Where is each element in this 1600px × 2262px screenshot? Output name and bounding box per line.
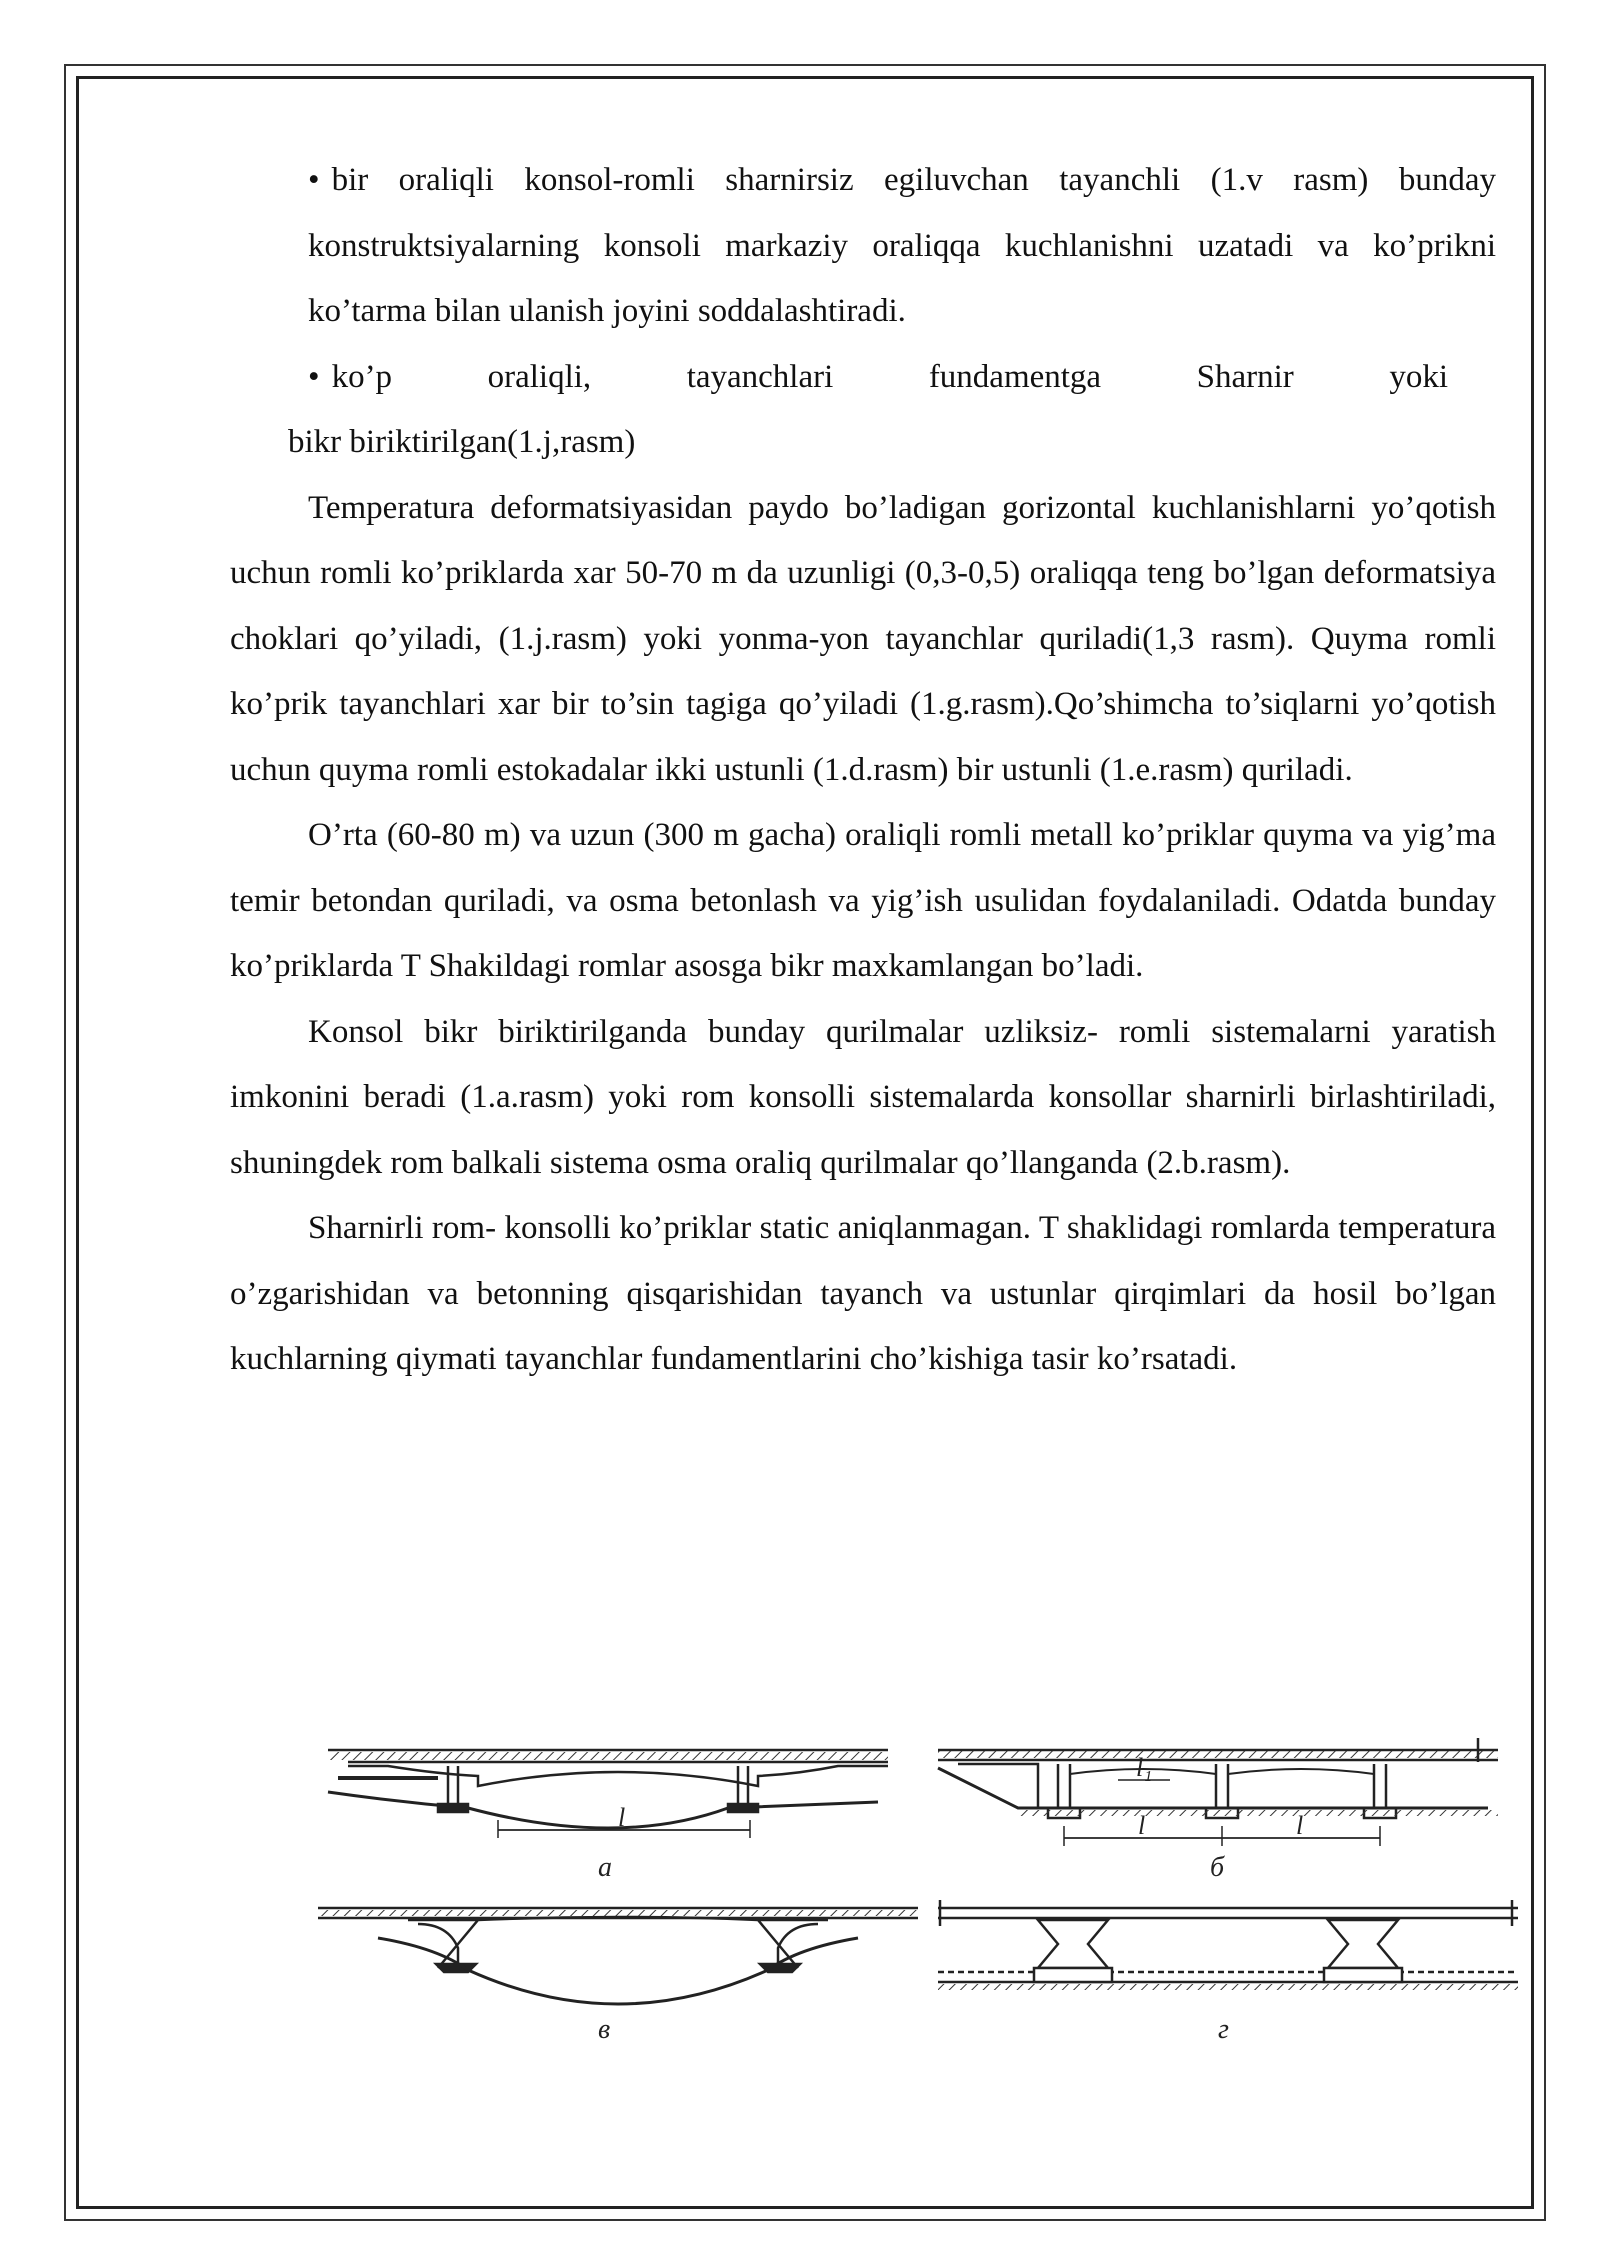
scheme-v-label: в bbox=[598, 2014, 611, 2045]
bullet2-word bbox=[308, 345, 392, 411]
document-body bbox=[230, 148, 1496, 1393]
bullet2-word-3: tayanchlari bbox=[686, 358, 834, 395]
paragraph-sharnirli: Sharnirli rom- konsolli ko’priklar static aniqlanmagan. T shaklidagi romlarda temperatura o’zgarishidan va betonning qisqarishidan tayanch va ustunlar qirqimlari da hosil bo’lgan kuchlarning qiymati tayanchlar fundamentlarini cho’kishiga tasir ko’rsatadi. bbox=[230, 1210, 1496, 1377]
dim-l-label-2: l bbox=[1296, 1811, 1304, 1840]
paragraph-orta: O’rta (60-80 m) va uzun (300 m gacha) oraliqli romli metall ko’priklar quyma va yig’ma temir betondan quriladi, va osma betonlash va yig’ish usulidan foydalaniladi. Odatda bunday ko’priklarda T Shakildagi romlar asosga bikr maxkamlangan bo’ladi. bbox=[230, 817, 1496, 984]
bullet-paragraph-2 bbox=[230, 345, 1496, 411]
dim-l1-label: l₁ bbox=[1136, 1753, 1153, 1782]
bullet-text-1: bir oraliqli konsol-romli sharnirsiz egiluvchan tayanchli (1.v rasm) bunday konstruktsiyalarning konsoli markaziy oraliqqa kuchlanishni uzatadi va ko’prikni ko’tarma bilan ulanish joyini soddalashtiradi. bbox=[308, 162, 1496, 329]
bullet2-word-1: ko’p bbox=[331, 358, 393, 395]
bullet2-word-4: fundamentga bbox=[928, 358, 1102, 395]
paragraph-konsol: Konsol bikr biriktirilganda bunday qurilmalar uzliksiz- romli sistemalarni yaratish imkonini beradi (1.a.rasm) yoki rom konsolli sistemalarda konsollar sharnirli birlashtiriladi, shuningdek rom balkali sistema osma oraliq qurilmalar qo’llanganda (2.b.rasm). bbox=[230, 1013, 1496, 1181]
bullet2-word-2: oraliqli, bbox=[487, 358, 592, 395]
bullet-icon: • bbox=[308, 162, 320, 198]
bullet2-continuation: bikr biriktirilgan(1.j,rasm) bbox=[288, 424, 636, 460]
bullet-paragraph-1 bbox=[230, 148, 1496, 345]
scheme-a-label: a bbox=[598, 1852, 612, 1883]
dim-l-label-1: l bbox=[1138, 1811, 1146, 1840]
paragraph-temperatura: Temperatura deformatsiyasidan paydo bo’ladigan gorizontal kuchlanishlarni yo’qotish uchun romli ko’priklarda xar 50-70 m da uzunligi (0,3-0,5) oraliqqa teng bo’lgan deformatsiya choklari qo’yiladi, (1.j.rasm) yoki yonma-yon tayanchlar quriladi(1,3 rasm). Quyma romli ko’prik tayanchlari xar bir to’sin tagiga qo’yiladi (1.g.rasm).Qo’shimcha to’siqlarni yo’qotish uchun quyma romli estokadalar ikki ustunli (1.d.rasm) bir ustunli (1.e.rasm) quriladi. bbox=[230, 489, 1496, 788]
scheme-g bbox=[938, 1900, 1518, 2045]
dim-l-label: l bbox=[618, 1803, 626, 1832]
bridge-schemes-drawing bbox=[318, 1738, 1518, 2058]
bullet2-word-5: Sharnir bbox=[1196, 358, 1294, 395]
scheme-g-label: г bbox=[1218, 2014, 1229, 2045]
bullet2-word-6: yoki bbox=[1389, 358, 1448, 395]
scheme-a bbox=[328, 1750, 888, 1883]
scheme-b bbox=[938, 1738, 1498, 1883]
scheme-v bbox=[318, 1908, 918, 2045]
bridge-schemes-figure bbox=[318, 1738, 1518, 2058]
scheme-b-label: б bbox=[1210, 1852, 1225, 1883]
bullet-icon: • bbox=[308, 358, 320, 395]
